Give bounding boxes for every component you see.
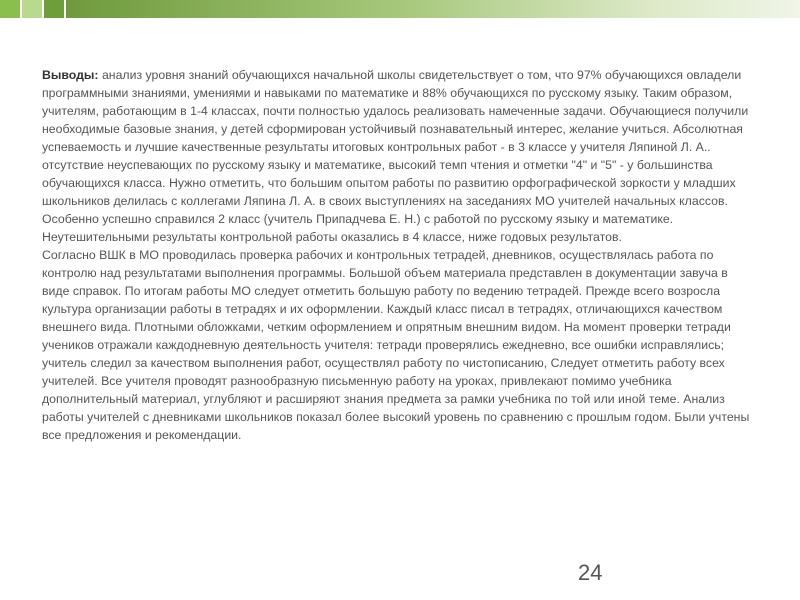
decor-square-1 [0, 0, 20, 18]
page-number: 24 [578, 560, 603, 585]
decor-square-2 [22, 0, 42, 18]
header-divider [0, 20, 800, 22]
conclusions-label: Выводы: [42, 68, 99, 82]
inspection-paragraph: Согласно ВШК в МО проводилась проверка рабочих и контрольных тетрадей, дневников, осуществлялась работа по контролю над результатами выполнения программы. Большой объем материала представлен в документации завуча в виде справок. По итогам работы МО следует отметить большую работу по ведению тетрадей. Прежде всего возросла культура организации работы в тетрадях и их оформлении. Каждый класс писал в тетрадях, отличающихся качеством внешнего вида. Плотными обложками, четким оформлением и опрятным внешним видом. На момент проверки тетради учеников отражали каждодневную деятельность учителя: тетради проверялись ежедневно, все ошибки исправлялись; учитель следил за качеством выполнения работ, осуществлял работу по чистописанию, Следует отметить работу всех учителей. Все учителя проводят разнообразную письменную работу на уроках, привлекают помимо учебника дополнительный материал, углубляют и расширяют знания предмета за рамки учебника по той или иной теме. Анализ работы учителей с дневниками школьников показал более высокий уровень по сравнению с прошлым годом. Были учтены все предложения и рекомендации. [42, 248, 750, 442]
header-vertical-divider [20, 0, 22, 36]
conclusions-paragraph [42, 66, 754, 246]
decor-square-3 [44, 0, 64, 18]
slide-header-decoration [0, 0, 800, 30]
conclusions-text: анализ уровня знаний обучающихся начальной школы свидетельствует о том, что 97% обучающихся овладели программными знаниями, умениями и навыками по математике и 88% обучающихся по русскому языку. Таким образом, учителям, работающим в 1-4 классах, почти полностью удалось реализовать намеченные задачи. Обучающиеся получили необходимые базовые знания, у детей сформирован устойчивый познавательный интерес, желание учиться. Абсолютная успеваемость и лучшие качественные результаты итоговых контрольных работ - в 3 классе у учителя Ляпиной Л. А.. отсутствие неуспевающих по русскому языку и математике, высокий темп чтения и отметки "4" и "5" - у большинства обучающихся класса. Нужно отметить, что большим опытом работы по развитию орфографической зоркости у младших школьников делилась с коллегами Ляпина Л. А. в своих выступлениях на заседаниях МО учителей начальных классов. Особенно успешно справился 2 класс (учитель Припадчева Е. Н.) с работой по русскому языку и математике. Неутешительными результаты контрольной работы оказались в 4 классе, ниже годовых результатов. [42, 68, 749, 244]
slide-body [42, 66, 754, 444]
header-gradient-bar [66, 0, 800, 18]
